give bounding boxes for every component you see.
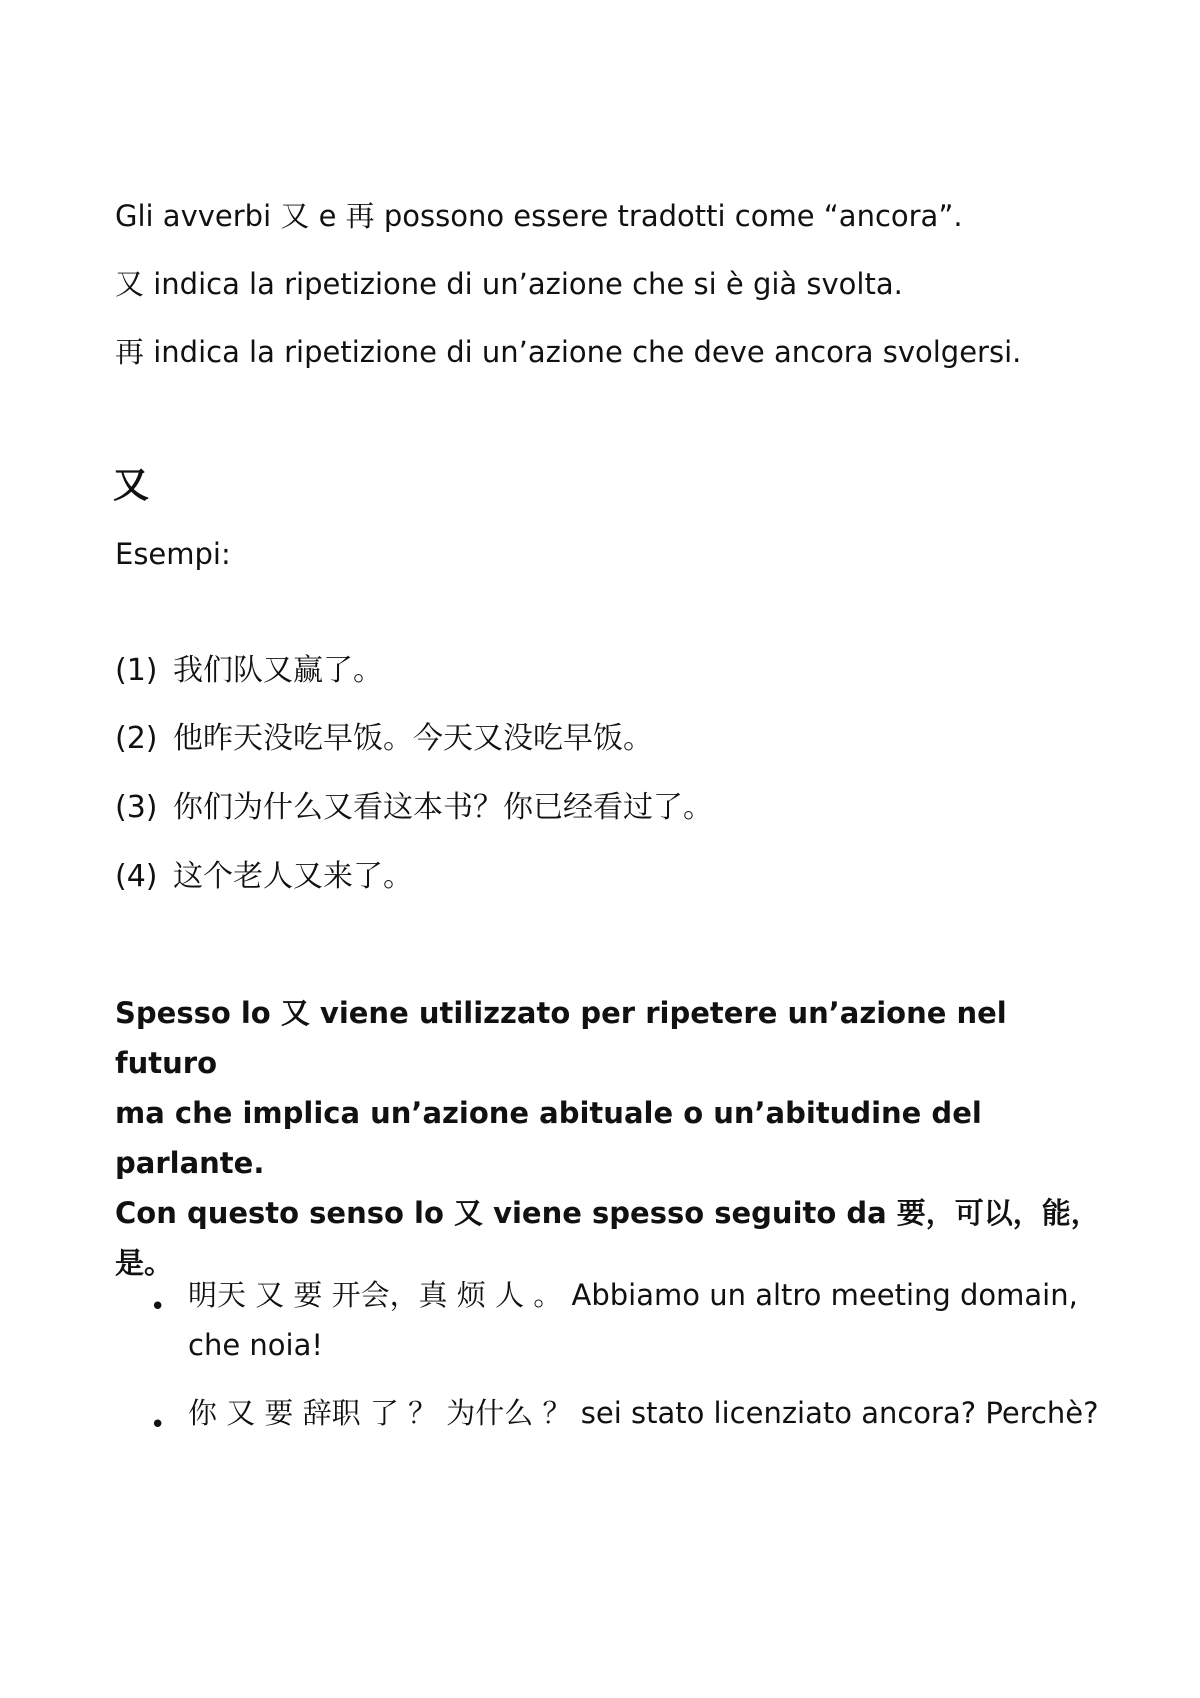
usage-note [115,988,1105,1288]
example-item [115,652,383,690]
bullet-item [150,1270,1110,1370]
example-item [115,789,713,827]
bullet-text: 明天 又 要 开会，真 烦 人 。 Abbiamo un altro meeting domain, che noia! [188,1278,1078,1362]
bullet-item [150,1388,1110,1438]
usage-note-line: ma che implica un’azione abituale o un’abitudine del parlante. [115,1096,982,1180]
example-text: 我们队又赢了。 [173,653,383,688]
example-number: (4) [115,859,158,894]
intro-line-2: 又 indica la ripetizione di un’azione che si è già svolta. [115,267,903,301]
example-number: (3) [115,790,158,825]
example-item [115,720,653,758]
usage-note-line: Spesso lo 又 viene utilizzato per ripetere un’azione nel futuro [115,996,1007,1080]
intro-line-1: Gli avverbi 又 e 再 possono essere tradotti come “ancora”. [115,199,963,233]
bullet-dot-icon: • [150,1292,166,1322]
bullet-dot-icon: • [150,1410,166,1440]
intro-line-3: 再 indica la ripetizione di un’azione che deve ancora svolgersi. [115,335,1022,369]
usage-note-line: 是。 [115,1246,174,1280]
example-item [115,858,413,896]
bullet-text: 你 又 要 辞职 了 ？ 为什么 ？ sei stato licenziato ancora? Perchè? [188,1396,1099,1430]
section-heading: 又 [113,465,150,506]
usage-note-line: Con questo senso lo 又 viene spesso seguito da 要，可以，能， [115,1196,1100,1230]
example-bullet-list [150,1270,1110,1456]
examples-label: Esempi: [115,537,231,571]
example-text: 这个老人又来了。 [173,859,413,894]
example-number: (1) [115,653,158,688]
example-text: 你们为什么又看这本书？你已经看过了。 [173,790,713,825]
example-text: 他昨天没吃早饭。今天又没吃早饭。 [173,721,653,756]
example-number: (2) [115,721,158,756]
